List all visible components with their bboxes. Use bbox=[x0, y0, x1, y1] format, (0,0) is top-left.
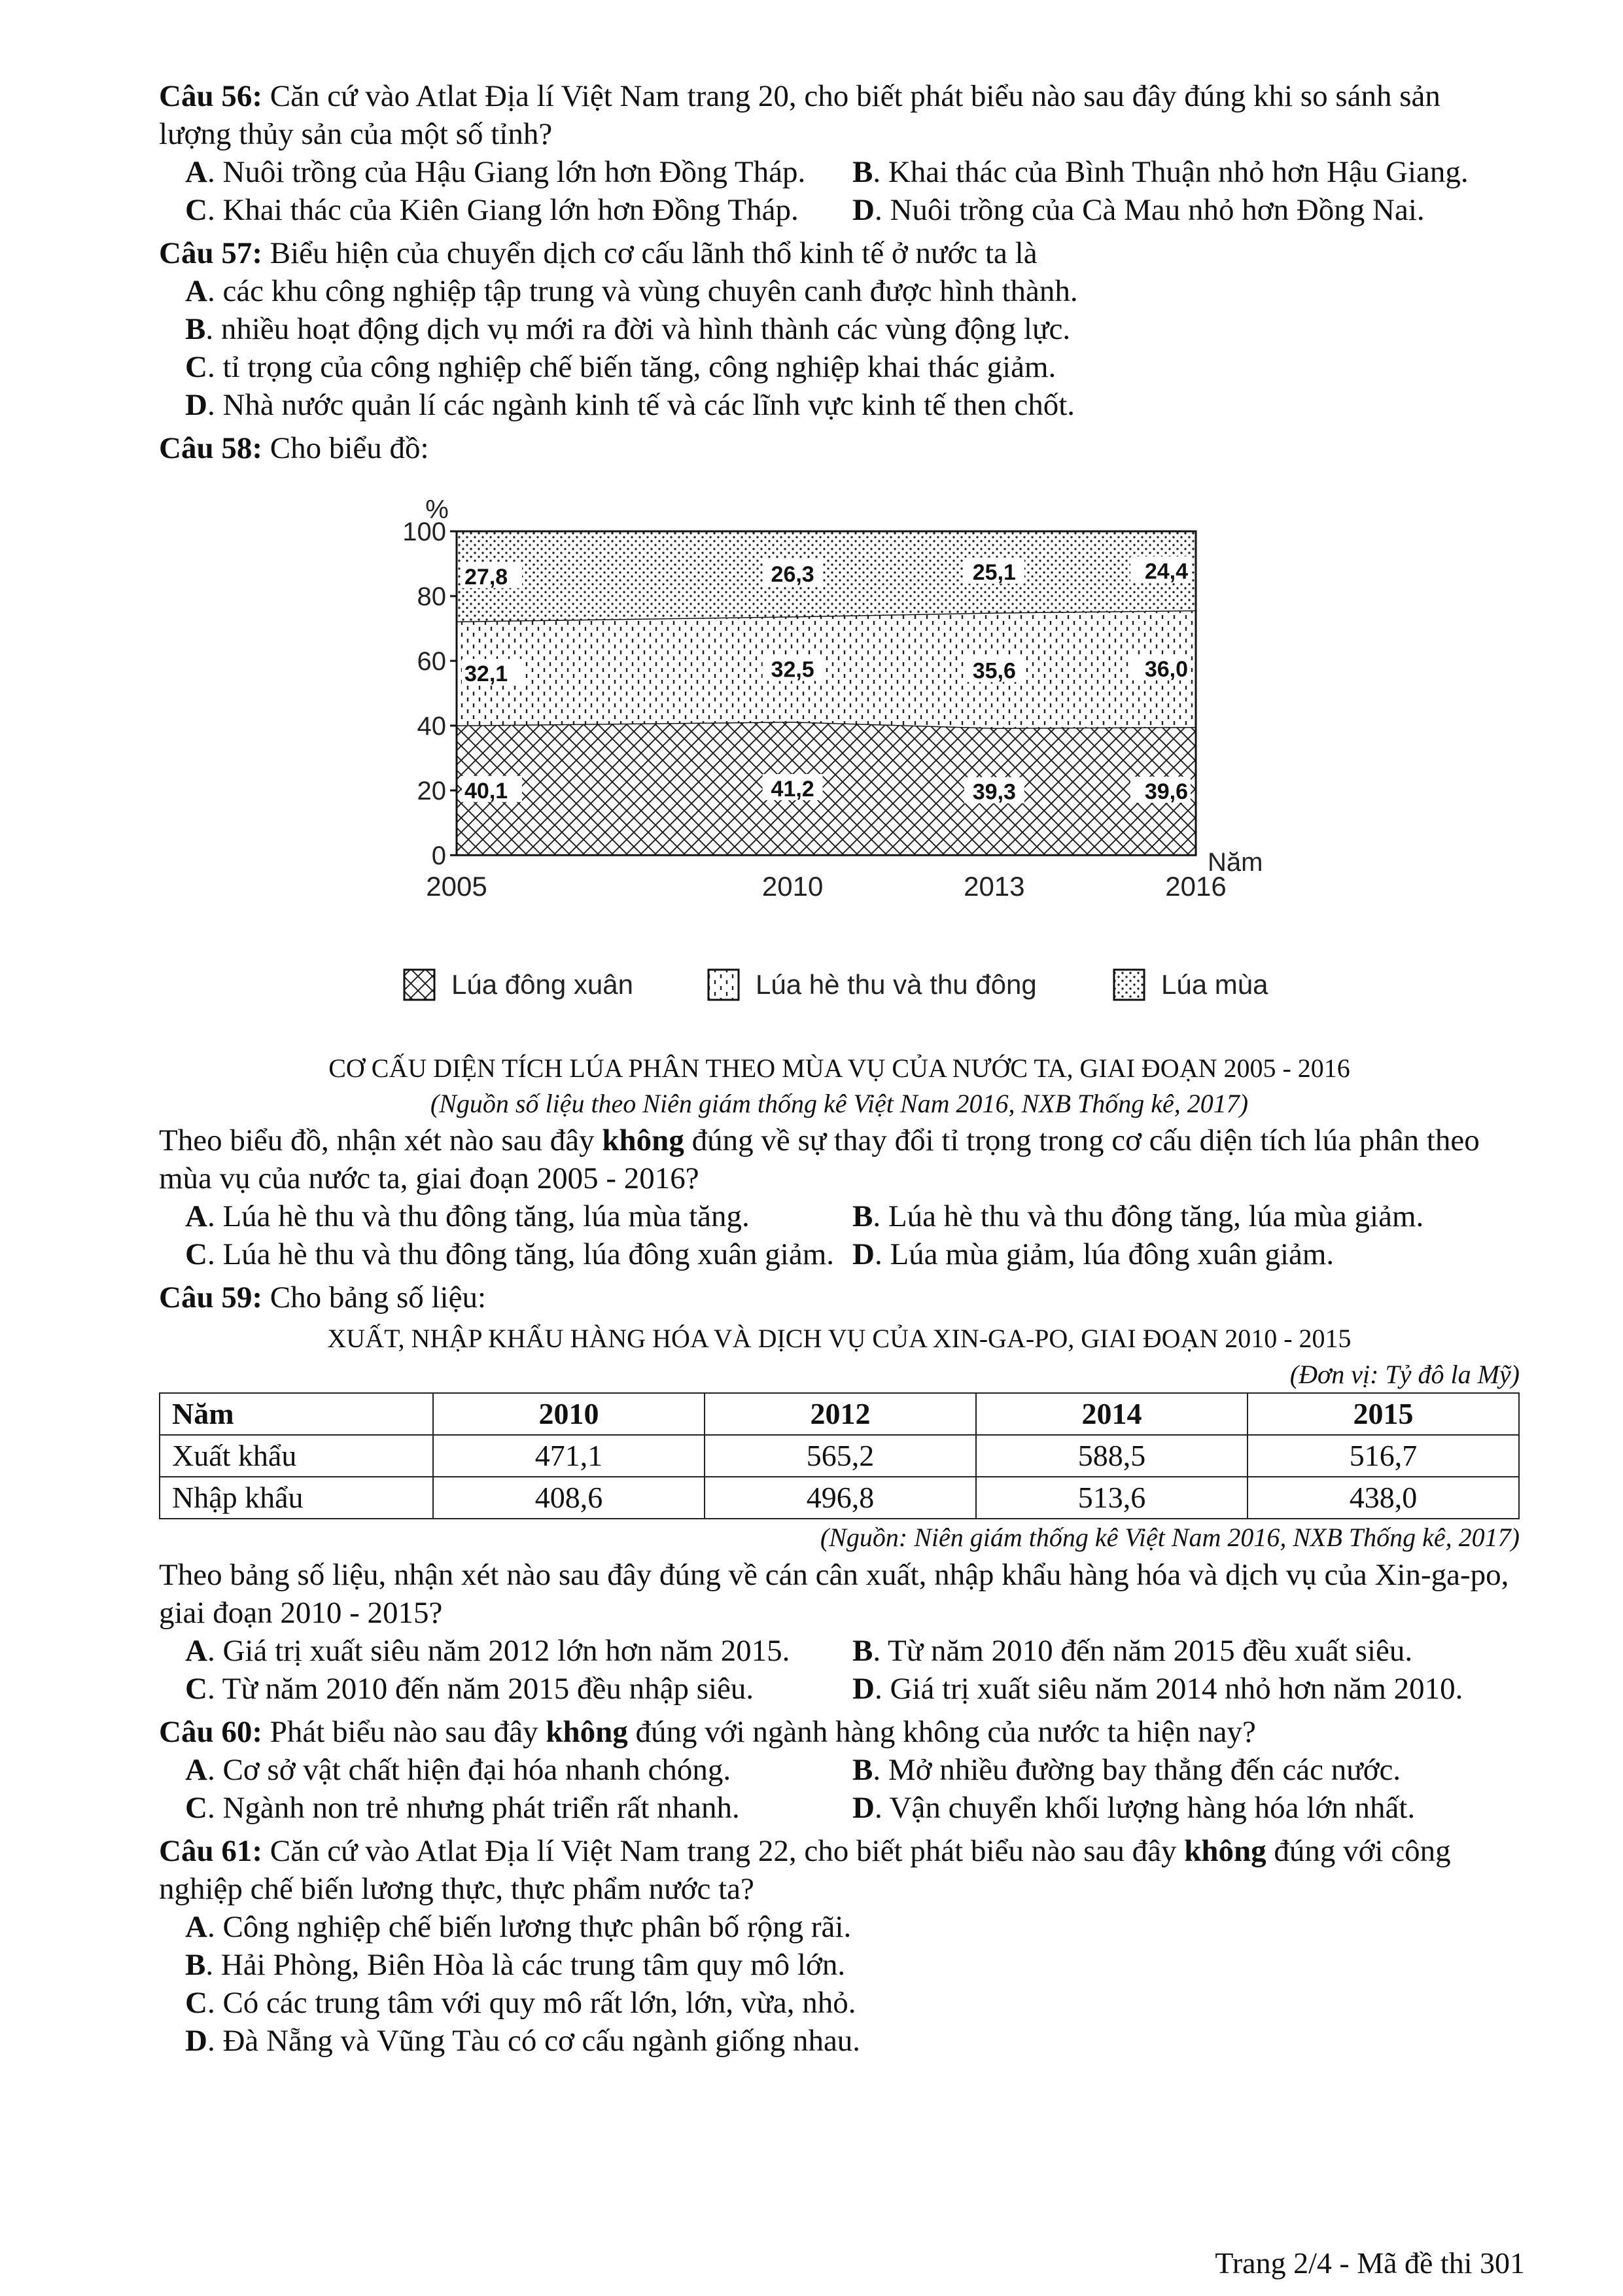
page-footer: Trang 2/4 - Mã đề thi 301 bbox=[1215, 2246, 1525, 2280]
y-tick-label: 0 bbox=[431, 841, 446, 870]
option-a[interactable] bbox=[159, 1908, 1520, 1946]
legend-label: Lúa đông xuân bbox=[451, 969, 633, 1000]
option-text: . nhiều hoạt động dịch vụ mới ra đời và hình thành các vùng động lực. bbox=[205, 312, 1071, 346]
option-text: . Nuôi trồng của Cà Mau nhỏ hơn Đồng Nai. bbox=[874, 193, 1425, 227]
question-text: Căn cứ vào Atlat Địa lí Việt Nam trang 22, cho biết phát biểu nào sau đây bbox=[270, 1834, 1185, 1868]
option-text: . Đà Nẵng và Vũng Tàu có cơ cấu ngành giống nhau. bbox=[207, 2024, 861, 2058]
x-tick-label: 2016 bbox=[1165, 871, 1227, 902]
option-letter: B bbox=[852, 1634, 873, 1668]
option-text: . Mở nhiều đường bay thẳng đến các nước. bbox=[873, 1753, 1401, 1787]
option-text: . tỉ trọng của công nghiệp chế biến tăng, công nghiệp khai thác giảm. bbox=[207, 350, 1056, 384]
option-letter: A bbox=[185, 1634, 207, 1668]
question-emphasis: không bbox=[546, 1715, 628, 1749]
legend-swatch bbox=[708, 970, 739, 1000]
option-text: . Cơ sở vật chất hiện đại hóa nhanh chóng. bbox=[207, 1753, 731, 1787]
option-d[interactable] bbox=[852, 1789, 1520, 1827]
data-label: 40,1 bbox=[464, 778, 508, 804]
chart-title: CƠ CẤU DIỆN TÍCH LÚA PHÂN THEO MÙA VỤ CỦA NƯỚC TA, GIAI ĐOẠN 2005 - 2016 bbox=[328, 1053, 1350, 1083]
question-60 bbox=[159, 1713, 1520, 1751]
option-text: . Lúa hè thu và thu đông tăng, lúa đông xuân giảm. bbox=[207, 1237, 835, 1271]
table-cell: 565,2 bbox=[705, 1435, 976, 1477]
option-letter: D bbox=[185, 388, 207, 422]
table-cell: Nhập khẩu bbox=[160, 1477, 433, 1519]
option-text: . Khai thác của Kiên Giang lớn hơn Đồng Tháp. bbox=[207, 193, 799, 227]
option-letter: A bbox=[185, 274, 207, 308]
data-label: 26,3 bbox=[771, 562, 814, 588]
area-chart bbox=[159, 472, 1520, 1035]
table-header-cell: 2014 bbox=[976, 1393, 1248, 1435]
table-row bbox=[160, 1477, 1519, 1519]
question-text: Căn cứ vào Atlat Địa lí Việt Nam trang 20, cho biết phát biểu nào sau đây đúng khi so sánh sản lượng thủy sản của một số tỉnh? bbox=[159, 79, 1440, 151]
table-row bbox=[160, 1435, 1519, 1477]
option-letter: B bbox=[852, 1199, 873, 1233]
question-59 bbox=[159, 1279, 1520, 1316]
options-row bbox=[159, 1670, 1520, 1708]
x-tick-label: 2010 bbox=[761, 871, 824, 902]
question-text: Cho bảng số liệu: bbox=[270, 1280, 487, 1315]
option-text: . Từ năm 2010 đến năm 2015 đều nhập siêu. bbox=[207, 1672, 754, 1706]
option-letter: D bbox=[852, 193, 875, 227]
data-label: 27,8 bbox=[464, 564, 508, 590]
question-number: Câu 57: bbox=[159, 236, 262, 270]
option-a[interactable] bbox=[185, 153, 852, 191]
option-text: . Lúa hè thu và thu đông tăng, lúa mùa giảm. bbox=[873, 1199, 1424, 1233]
table-cell: 496,8 bbox=[705, 1477, 976, 1519]
table-unit: (Đơn vị: Tỷ đô la Mỹ) bbox=[1289, 1360, 1520, 1389]
option-letter: D bbox=[185, 2024, 207, 2058]
option-text: . Khai thác của Bình Thuận nhỏ hơn Hậu Giang. bbox=[873, 155, 1469, 189]
option-text: . Có các trung tâm với quy mô rất lớn, lớn, vừa, nhỏ. bbox=[207, 1986, 856, 2020]
option-letter: A bbox=[185, 1199, 207, 1233]
option-text: . Hải Phòng, Biên Hòa là các trung tâm quy mô lớn. bbox=[205, 1948, 846, 1982]
area-series-2 bbox=[457, 610, 1196, 728]
question-57 bbox=[159, 234, 1520, 272]
options-row bbox=[159, 1751, 1520, 1789]
y-tick-label: 100 bbox=[402, 518, 446, 546]
option-text: . các khu công nghiệp tập trung và vùng chuyên canh được hình thành. bbox=[207, 274, 1078, 308]
option-b[interactable] bbox=[852, 153, 1520, 191]
data-label: 25,1 bbox=[972, 560, 1016, 586]
option-letter: D bbox=[852, 1791, 875, 1825]
option-letter: D bbox=[852, 1672, 875, 1706]
option-text: . Lúa hè thu và thu đông tăng, lúa mùa tăng. bbox=[207, 1199, 750, 1233]
option-a[interactable] bbox=[185, 1751, 852, 1789]
option-d[interactable] bbox=[159, 386, 1520, 424]
data-label: 32,5 bbox=[771, 657, 814, 682]
option-letter: C bbox=[185, 350, 207, 384]
question-number: Câu 60: bbox=[159, 1715, 262, 1749]
option-text: . Nhà nước quản lí các ngành kinh tế và các lĩnh vực kinh tế then chốt. bbox=[207, 388, 1075, 422]
y-axis-unit: % bbox=[425, 495, 449, 524]
table-header-cell: 2015 bbox=[1248, 1393, 1519, 1435]
table-cell: 438,0 bbox=[1248, 1477, 1519, 1519]
legend-label: Lúa hè thu và thu đông bbox=[756, 969, 1037, 1000]
question-emphasis: không bbox=[1184, 1834, 1266, 1868]
question-text: đúng với công nghiệp chế biến lương thực, thực phẩm nước ta? bbox=[159, 1834, 1451, 1906]
options-row bbox=[159, 191, 1520, 229]
option-text: . Lúa mùa giảm, lúa đông xuân giảm. bbox=[874, 1237, 1335, 1271]
table-cell: 516,7 bbox=[1248, 1435, 1519, 1477]
option-c[interactable] bbox=[185, 1670, 852, 1708]
options-row bbox=[159, 1235, 1520, 1273]
y-tick-label: 20 bbox=[417, 777, 446, 805]
option-a[interactable] bbox=[159, 272, 1520, 310]
option-c[interactable] bbox=[185, 1789, 852, 1827]
option-d[interactable] bbox=[852, 1670, 1520, 1708]
option-letter: A bbox=[185, 155, 207, 189]
legend-label: Lúa mùa bbox=[1161, 969, 1268, 1000]
data-label: 32,1 bbox=[464, 662, 508, 687]
option-letter: B bbox=[852, 1753, 873, 1787]
y-tick-label: 40 bbox=[417, 712, 446, 741]
option-b[interactable] bbox=[159, 1946, 1520, 1984]
option-letter: D bbox=[852, 1237, 875, 1271]
option-text: . Vận chuyển khối lượng hàng hóa lớn nhất. bbox=[874, 1791, 1416, 1825]
table-cell: Xuất khẩu bbox=[160, 1435, 433, 1477]
option-text: . Từ năm 2010 đến năm 2015 đều xuất siêu. bbox=[873, 1634, 1413, 1668]
data-table bbox=[159, 1392, 1520, 1519]
option-letter: B bbox=[185, 1948, 206, 1982]
x-tick-label: 2013 bbox=[964, 871, 1025, 902]
data-label: 36,0 bbox=[1144, 656, 1188, 682]
option-text: . Giá trị xuất siêu năm 2014 nhỏ hơn năm 2010. bbox=[874, 1672, 1463, 1706]
legend-swatch bbox=[404, 970, 434, 1000]
chart-source: (Nguồn số liệu theo Niên giám thống kê Việt Nam 2016, NXB Thống kê, 2017) bbox=[430, 1089, 1249, 1118]
table-cell: 471,1 bbox=[433, 1435, 705, 1477]
option-d[interactable] bbox=[852, 191, 1520, 229]
chart-svg bbox=[159, 472, 1520, 1035]
option-letter: C bbox=[185, 1986, 207, 2020]
area-series-1 bbox=[457, 722, 1196, 855]
option-text: . Công nghiệp chế biến lương thực phân bố rộng rãi. bbox=[207, 1910, 852, 1944]
option-c[interactable] bbox=[185, 191, 852, 229]
option-b[interactable] bbox=[852, 1751, 1520, 1789]
question-56 bbox=[159, 77, 1520, 153]
option-b[interactable] bbox=[852, 1632, 1520, 1670]
x-tick-label: 2005 bbox=[426, 871, 487, 902]
question-61 bbox=[159, 1832, 1520, 1908]
option-letter: A bbox=[185, 1753, 207, 1787]
options-row bbox=[159, 1789, 1520, 1827]
option-text: . Ngành non trẻ nhưng phát triển rất nhanh. bbox=[207, 1791, 740, 1825]
y-tick-label: 80 bbox=[417, 582, 446, 611]
option-letter: C bbox=[185, 193, 207, 227]
option-letter: C bbox=[185, 1791, 207, 1825]
question-text: Biểu hiện của chuyển dịch cơ cấu lãnh thổ kinh tế ở nước ta là bbox=[270, 236, 1038, 270]
question-text: Phát biểu nào sau đây bbox=[270, 1715, 546, 1749]
option-letter: A bbox=[185, 1910, 207, 1944]
option-a[interactable] bbox=[185, 1197, 852, 1235]
question-number: Câu 61: bbox=[159, 1834, 262, 1868]
x-axis-label: Năm bbox=[1208, 848, 1263, 877]
option-text: . Giá trị xuất siêu năm 2012 lớn hơn năm 2015. bbox=[207, 1634, 790, 1668]
question-number: Câu 56: bbox=[159, 79, 262, 113]
question-59-stem: Theo bảng số liệu, nhận xét nào sau đây đúng về cán cân xuất, nhập khẩu hàng hóa và dịch vụ của Xin-ga-po, giai đoạn 2010 - 2015? bbox=[159, 1558, 1509, 1630]
table-header-cell: 2012 bbox=[705, 1393, 976, 1435]
table-source: (Nguồn: Niên giám thống kê Việt Nam 2016, NXB Thống kê, 2017) bbox=[820, 1523, 1520, 1552]
data-label: 41,2 bbox=[771, 777, 814, 802]
option-c[interactable] bbox=[185, 1235, 852, 1273]
question-text: Cho biểu đồ: bbox=[270, 431, 429, 465]
option-a[interactable] bbox=[185, 1632, 852, 1670]
option-d[interactable] bbox=[852, 1235, 1520, 1273]
data-label: 39,3 bbox=[972, 779, 1016, 805]
area-series-3 bbox=[457, 531, 1196, 622]
data-label: 39,6 bbox=[1144, 779, 1188, 804]
option-b[interactable] bbox=[159, 310, 1520, 348]
option-c[interactable] bbox=[159, 348, 1520, 386]
question-number: Câu 58: bbox=[159, 431, 262, 465]
table-header-cell: 2010 bbox=[433, 1393, 705, 1435]
table-header-row bbox=[160, 1393, 1519, 1435]
table-header-cell: Năm bbox=[160, 1393, 433, 1435]
option-letter: B bbox=[185, 312, 206, 346]
stem-text: Theo biểu đồ, nhận xét nào sau đây bbox=[159, 1123, 602, 1157]
question-58 bbox=[159, 429, 1520, 467]
option-letter: B bbox=[852, 155, 873, 189]
option-c[interactable] bbox=[159, 1984, 1520, 2022]
table-cell: 588,5 bbox=[976, 1435, 1248, 1477]
option-letter: C bbox=[185, 1237, 207, 1271]
question-text: đúng với ngành hàng không của nước ta hiện nay? bbox=[627, 1715, 1256, 1749]
option-d[interactable] bbox=[159, 2022, 1520, 2060]
table-cell: 513,6 bbox=[976, 1477, 1248, 1519]
table-title: XUẤT, NHẬP KHẨU HÀNG HÓA VÀ DỊCH VỤ CỦA XIN-GA-PO, GIAI ĐOẠN 2010 - 2015 bbox=[327, 1324, 1352, 1353]
exam-page bbox=[159, 77, 1520, 2060]
question-number: Câu 59: bbox=[159, 1280, 262, 1315]
y-tick-label: 60 bbox=[417, 647, 446, 676]
options-row bbox=[159, 1632, 1520, 1670]
table-cell: 408,6 bbox=[433, 1477, 705, 1519]
options-row bbox=[159, 153, 1520, 191]
stem-emphasis: không bbox=[602, 1123, 684, 1157]
option-text: . Nuôi trồng của Hậu Giang lớn hơn Đồng Tháp. bbox=[207, 155, 806, 189]
legend-swatch bbox=[1114, 970, 1144, 1000]
option-b[interactable] bbox=[852, 1197, 1520, 1235]
option-letter: C bbox=[185, 1672, 207, 1706]
data-label: 24,4 bbox=[1144, 559, 1188, 584]
data-label: 35,6 bbox=[972, 658, 1016, 684]
options-row bbox=[159, 1197, 1520, 1235]
question-58-stem bbox=[159, 1122, 1520, 1197]
stem-text: đúng về sự thay đổi tỉ trọng trong cơ cấu diện tích lúa phân theo mùa vụ của nước ta, giai đoạn 2005 - 2016? bbox=[159, 1123, 1480, 1195]
